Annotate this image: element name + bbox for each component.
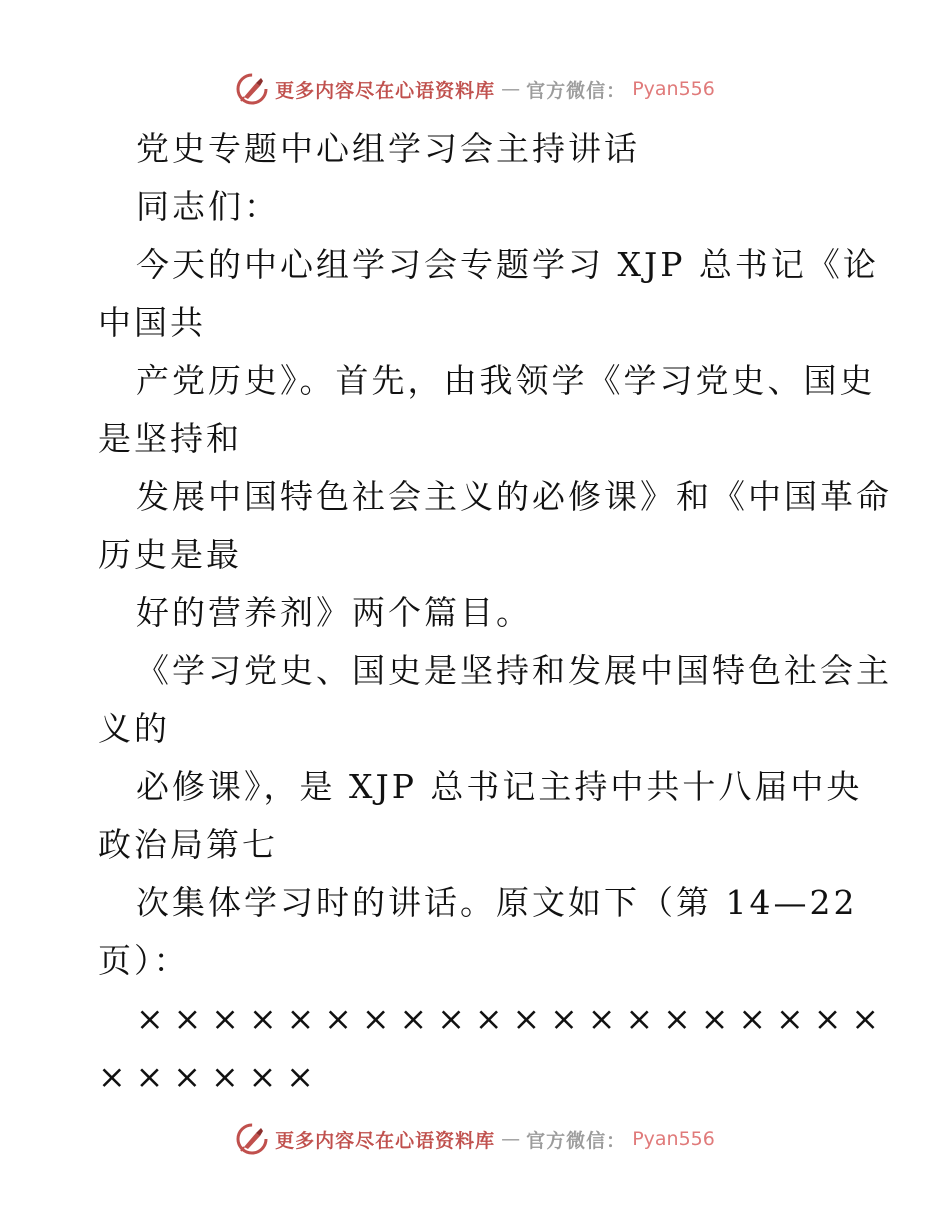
paragraph-line: 页）：	[98, 941, 190, 980]
watermark-wechat-id: Pyan556	[632, 1128, 715, 1150]
document-title: 党史专题中心组学习会主持讲话	[136, 129, 640, 168]
document-body	[98, 120, 892, 1106]
paragraph-line: 《学习党史、国史是坚持和发展中国特色社会主	[136, 651, 892, 690]
watermark-wechat-id: Pyan556	[632, 78, 715, 100]
watermark-official-label: 官方微信：	[526, 1129, 627, 1152]
paragraph-line: 政治局第七	[98, 825, 278, 864]
paragraph-line: 今天的中心组学习会专题学习 XJP 总书记《论	[136, 245, 879, 284]
watermark-brand: 更多内容尽在心语资料库	[275, 79, 496, 102]
paragraph-line: 历史是最	[98, 535, 242, 574]
paragraph-line: 中国共	[98, 303, 206, 342]
watermark-dash: —	[501, 1128, 521, 1150]
placeholder-marks-line: ××××××××××××××××××××	[136, 999, 890, 1038]
salutation: 同志们：	[136, 187, 280, 226]
placeholder-marks-line: ××××××	[98, 1057, 324, 1096]
paragraph-line: 是坚持和	[98, 419, 242, 458]
watermark-official-label: 官方微信：	[526, 79, 627, 102]
quill-pen-logo-icon	[235, 72, 269, 106]
paragraph-line: 发展中国特色社会主义的必修课》和《中国革命	[136, 477, 892, 516]
paragraph-line: 产党历史》。首先，由我领学《学习党史、国史	[136, 361, 876, 400]
watermark-footer	[0, 1122, 950, 1156]
watermark-brand: 更多内容尽在心语资料库	[275, 1129, 496, 1152]
quill-pen-logo-icon	[235, 1122, 269, 1156]
watermark-header	[0, 72, 950, 106]
paragraph-line: 必修课》，是 XJP 总书记主持中共十八届中央	[136, 767, 863, 806]
paragraph-line: 次集体学习时的讲话。原文如下（第 14—22	[136, 883, 858, 922]
paragraph-line: 好的营养剂》两个篇目。	[136, 593, 532, 632]
paragraph-line: 义的	[98, 709, 170, 748]
watermark-dash: —	[501, 78, 521, 100]
